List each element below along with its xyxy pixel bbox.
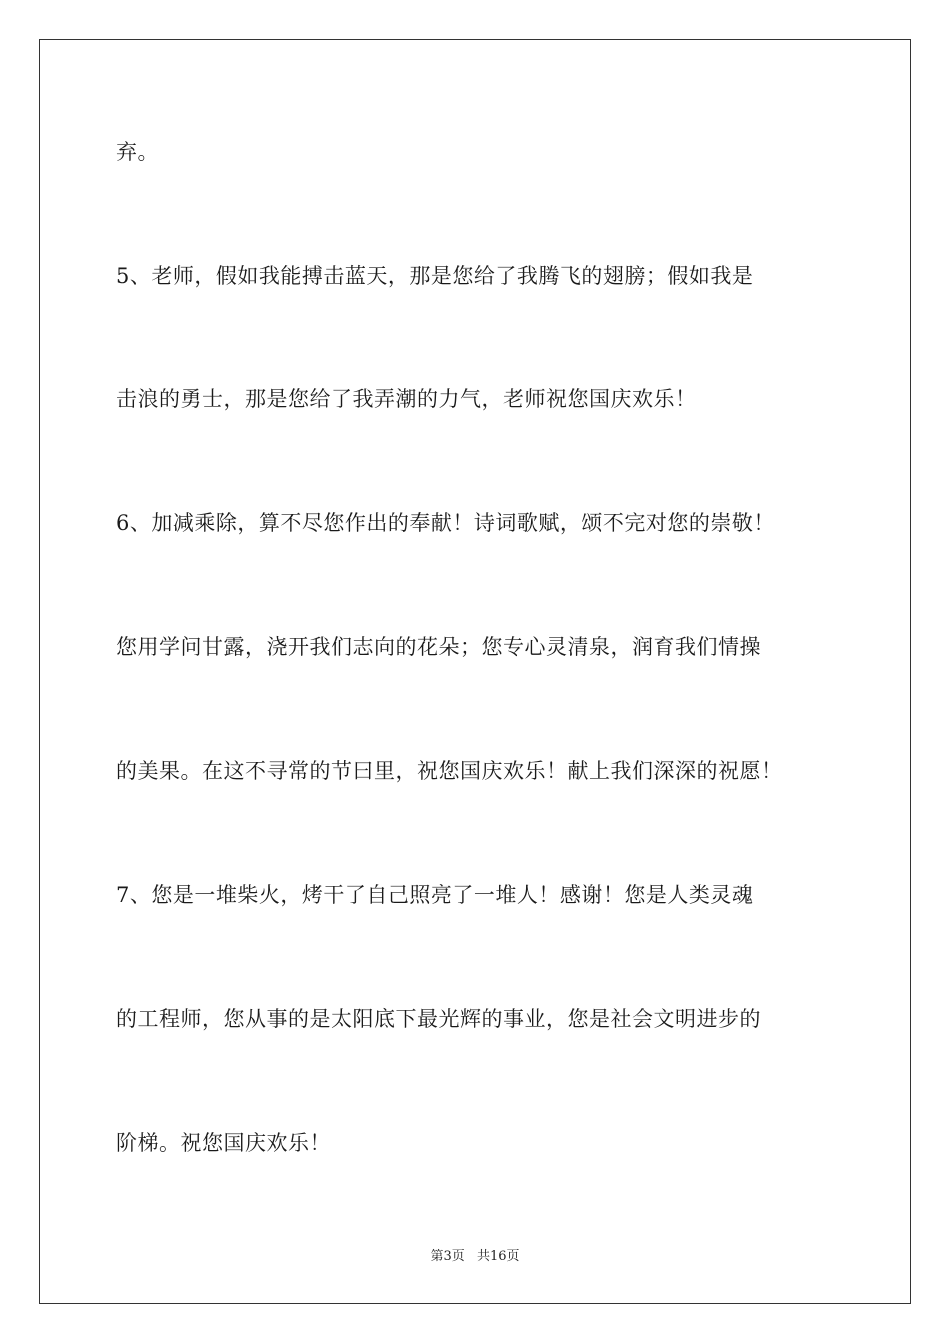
text-line: 7、您是一堆柴火，烤干了自己照亮了一堆人！感谢！您是人类灵魂 <box>116 883 754 907</box>
text-line: 的美果。在这不寻常的节曰里，祝您国庆欢乐！献上我们深深的祝愿！ <box>116 759 783 783</box>
text-line: 的工程师，您从事的是太阳底下最光辉的事业，您是社会文明进步的 <box>116 1007 761 1031</box>
text-line: 5、老师，假如我能搏击蓝天，那是您给了我腾飞的翅膀；假如我是 <box>116 264 754 288</box>
page-number: 第3页 <box>430 1249 465 1264</box>
page-total: 共16页 <box>476 1249 520 1264</box>
page-footer <box>0 1248 950 1266</box>
text-line: 6、加减乘除，算不尽您作出的奉献！诗词歌赋，颂不完对您的崇敬！ <box>116 511 775 535</box>
text-line: 您用学问甘露，浇开我们志向的花朵；您专心灵清泉，润育我们情操 <box>116 635 761 659</box>
page-frame <box>39 39 911 1304</box>
text-line: 阶梯。祝您国庆欢乐！ <box>116 1131 331 1155</box>
text-line: 弃。 <box>116 140 159 164</box>
text-line: 击浪的勇士，那是您给了我弄潮的力气，老师祝您国庆欢乐！ <box>116 387 697 411</box>
